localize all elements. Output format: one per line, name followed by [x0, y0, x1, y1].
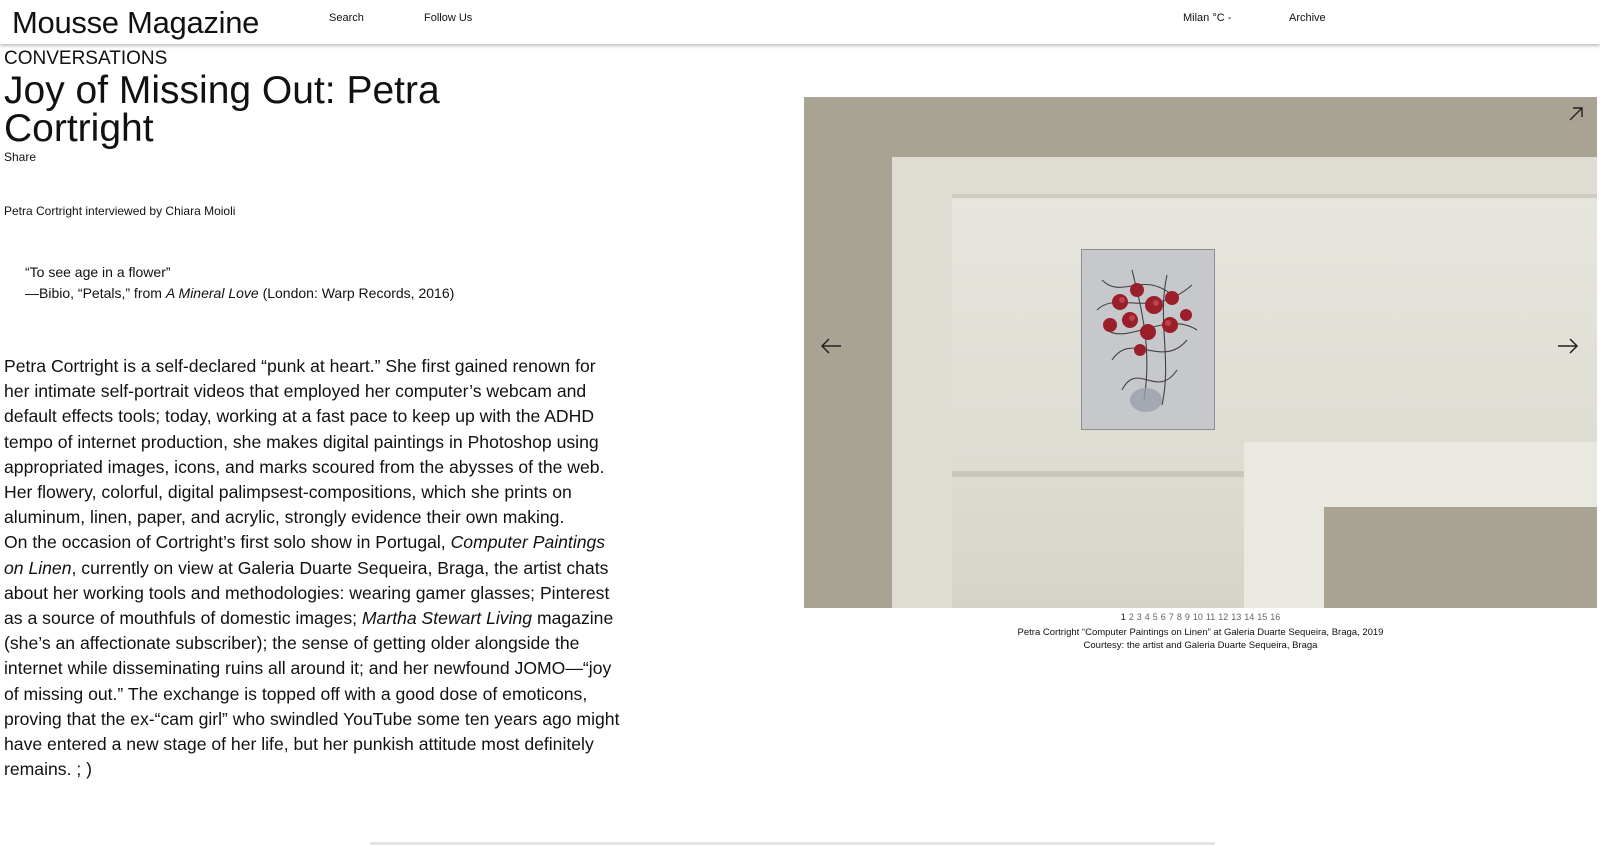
arrow-left-icon[interactable] [820, 337, 842, 355]
pager-item-12[interactable]: 12 [1218, 612, 1229, 622]
expand-icon[interactable] [1567, 105, 1585, 123]
paragraph-2-text-3: magazine (she’s an affectionate subscriber); the sense of getting older alongside the internet while disseminating ruins all around it; and her newfound JOMO—“joy of missing out.” The exchange is topped off with a good dose of emoticons, proving that the ex-“cam girl” who swindled YouTube some ten years ago might have entered a new stage of her life, but her punkish attitude most definitely remains. ; ) [4, 608, 620, 780]
pager-item-15[interactable]: 15 [1257, 612, 1268, 622]
caption-line-2: Courtesy: the artist and Galeria Duarte Sequeira, Braga [1083, 640, 1318, 651]
nav-follow-us[interactable]: Follow Us [424, 12, 473, 24]
body-paragraph-2 [4, 530, 624, 782]
pager-item-13[interactable]: 13 [1231, 612, 1242, 622]
body-paragraph-1: Petra Cortright is a self-declared “punk at heart.” She first gained renown for her intimate self-portrait videos that employed her computer’s webcam and default effects tools; today, working at a fast pace to keep up with the ADHD tempo of internet production, she makes digital paintings in Photoshop using appropriated images, icons, and marks scoured from the abysses of the web. Her flowery, colorful, digital palimpsest-compositions, which she prints on aluminum, linen, paper, and acrylic, strongly evidence their own making. [4, 356, 605, 528]
pager-item-4[interactable]: 4 [1144, 612, 1150, 622]
site-header [0, 0, 1600, 44]
pager-item-2[interactable]: 2 [1128, 612, 1134, 622]
artwork-flower-painting [1081, 249, 1215, 430]
arrow-right-icon[interactable] [1557, 337, 1579, 355]
article-byline: Petra Cortright interviewed by Chiara Moioli [4, 204, 236, 218]
pager-item-3[interactable]: 3 [1136, 612, 1142, 622]
article-title: Joy of Missing Out: Petra Cortright [4, 69, 440, 150]
caption-line-1: Petra Cortright “Computer Paintings on Linen” at Galeria Duarte Sequeira, Braga, 2019 [1017, 627, 1384, 638]
pager-item-7[interactable]: 7 [1168, 612, 1174, 622]
paragraph-2-text-2: , currently on view at Galeria Duarte Sequeira, Braga, the artist chats about her working tools and methodologies: wearing gamer glasses; Pinterest as a source of mouthfuls of domestic images; [4, 557, 610, 629]
nav-search[interactable]: Search [329, 12, 364, 24]
pager-item-16[interactable]: 16 [1270, 612, 1281, 622]
pager-item-6[interactable]: 6 [1160, 612, 1166, 622]
pager-item-11[interactable]: 11 [1205, 612, 1216, 622]
share-button[interactable]: Share [4, 150, 37, 164]
flower-painting-graphic [1082, 250, 1214, 429]
magazine-title: Martha Stewart Living [361, 608, 533, 629]
pager-item-8[interactable]: 8 [1176, 612, 1182, 622]
pager-item-9[interactable]: 9 [1184, 612, 1190, 622]
epigraph [25, 262, 454, 304]
image-caption [804, 626, 1597, 652]
nav-archive[interactable]: Archive [1289, 12, 1326, 24]
nav-weather: Milan °C - [1183, 12, 1232, 24]
epigraph-attribution-source: (London: Warp Records, 2016) [258, 285, 455, 301]
brand-logo[interactable]: Mousse Magazine [12, 5, 260, 40]
image-slideshow[interactable] [804, 97, 1597, 608]
exhibition-title: Computer Paintings on Linen [4, 532, 606, 578]
article-category[interactable]: CONVERSATIONS [4, 48, 168, 69]
pedestal-shadow [1324, 507, 1597, 608]
pager-item-14[interactable]: 14 [1244, 612, 1255, 622]
article-body [4, 354, 624, 782]
pager-item-5[interactable]: 5 [1152, 612, 1158, 622]
pager-item-1[interactable]: 1 [1120, 612, 1126, 622]
epigraph-quote: “To see age in a flower” [25, 264, 171, 280]
epigraph-attribution-text: —Bibio, “Petals,” from [25, 285, 166, 301]
slideshow-pager [804, 612, 1597, 622]
paragraph-2-text-1: On the occasion of Cortright’s first solo show in Portugal, [4, 532, 451, 553]
wall-edge [952, 194, 1597, 198]
epigraph-album-title: A Mineral Love [165, 285, 259, 301]
epigraph-attribution [25, 283, 454, 304]
pager-item-10[interactable]: 10 [1192, 612, 1203, 622]
